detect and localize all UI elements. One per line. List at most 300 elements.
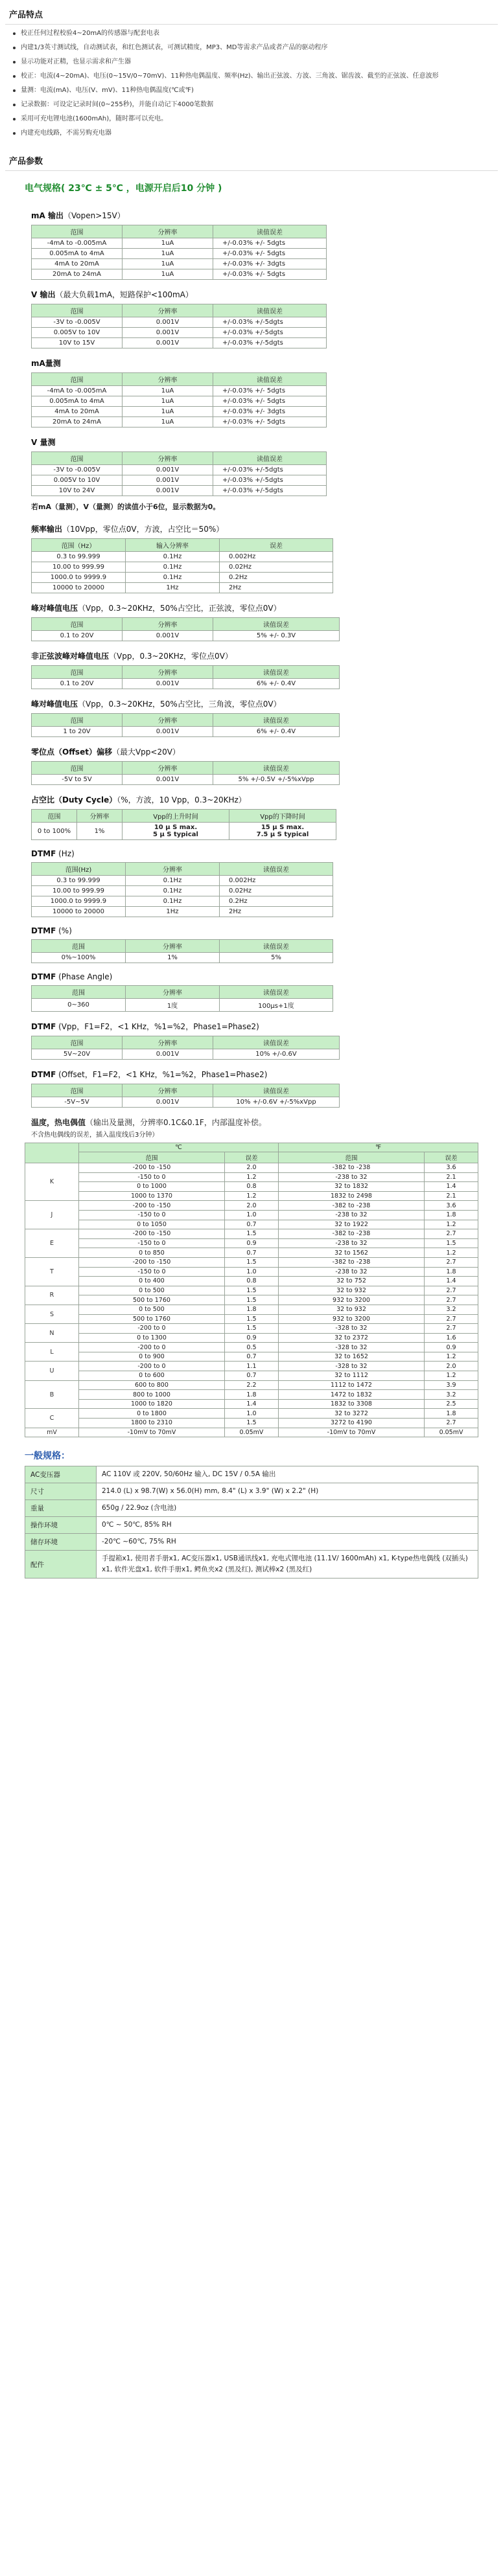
electric-spec-title: 电气规格( 23℃ ± 5℃ ，电源开启后10 分钟 ) <box>25 183 222 194</box>
cell: 0.001V <box>123 1097 213 1108</box>
dtmf-phase-table <box>31 985 333 1012</box>
cell: 0~360 <box>32 999 126 1012</box>
tc-unit-row <box>25 1143 478 1152</box>
cell: 1112 to 1472 <box>278 1380 424 1390</box>
cell: 100μs+1度 <box>220 999 333 1012</box>
tc-row <box>25 1163 478 1173</box>
cell: 0.1Hz <box>126 562 220 573</box>
table-header-row <box>32 304 327 317</box>
table-header-row <box>32 1084 340 1097</box>
column-header: 误差 <box>220 539 333 552</box>
cell: +/-0.03% +/- 5dgts <box>213 417 327 427</box>
column-header: 读值误差 <box>213 373 327 386</box>
tc-row <box>25 1286 478 1295</box>
feature-item: 记录数据：可设定记录时间(0~255秒)，并能自动记下4000笔数据 <box>13 100 498 110</box>
cell: -382 to -238 <box>278 1201 424 1211</box>
cell: 0.9 <box>425 1343 478 1352</box>
cell: 2.7 <box>425 1286 478 1295</box>
cell: 10% +/-0.6V <box>213 1049 340 1060</box>
cell: 0.7 <box>225 1248 279 1258</box>
section-title-note: (Phase Angle) <box>56 972 113 981</box>
table-row <box>32 486 327 496</box>
table-header-row <box>32 373 327 386</box>
cell: -238 to 32 <box>278 1210 424 1220</box>
features-title: 产品特点 <box>9 10 43 20</box>
column-header: 范围 <box>32 1084 123 1097</box>
cell: +/-0.03% +/- 3dgts <box>213 259 327 269</box>
tc-subheader-row <box>25 1152 478 1163</box>
offset-table <box>31 761 340 785</box>
tc-row <box>25 1267 478 1277</box>
tc-title-text: 温度，热电偶值 <box>31 1118 86 1127</box>
tc-title <box>5 1108 498 1129</box>
cell: -238 to 32 <box>278 1267 424 1277</box>
table-row <box>32 249 327 259</box>
table-row <box>32 328 327 338</box>
offset-title <box>5 737 498 761</box>
cell: 1.5 <box>425 1238 478 1248</box>
cell: 20mA to 24mA <box>32 269 123 280</box>
tc-unit-f: ℉ <box>278 1143 478 1152</box>
section-title-note: （最大Vpp<20V） <box>111 747 180 757</box>
cell: 1.8 <box>425 1409 478 1419</box>
spec-value: 650g / 22.9oz (含电池) <box>97 1500 478 1517</box>
column-header: 分辨率 <box>123 452 213 465</box>
section-title-note: (Offset，F1=F2，<1 KHz，%1=%2，Phase1=Phase2) <box>56 1070 268 1079</box>
cell: 1.5 <box>225 1314 279 1324</box>
section-title-note: (Vpp，F1=F2，<1 KHz，%1=%2，Phase1=Phase2) <box>56 1022 259 1031</box>
cell: 1.4 <box>425 1277 478 1286</box>
cell: 2.7 <box>425 1314 478 1324</box>
cell: 1% <box>77 823 123 840</box>
duty-title <box>5 785 498 809</box>
tc-type-cell: J <box>25 1201 79 1229</box>
cell: -200 to -150 <box>78 1257 224 1267</box>
feature-item: 内建充电线路，不需另购充电器 <box>13 128 498 139</box>
table-row <box>32 907 333 917</box>
column-header: 读值误差 <box>213 1036 340 1049</box>
dtmf-hz-title <box>5 840 498 862</box>
cell: 32 to 752 <box>278 1277 424 1286</box>
cell: 0.2Hz <box>220 896 333 907</box>
section-title-note: （Vpp，0.3~20KHz，零位点0V） <box>109 652 233 661</box>
cell: 5% <box>220 953 333 963</box>
feature-item: 量测：电流(mA)、电压(V、mV)、11种热电偶温度(℃或℉) <box>13 85 498 96</box>
tc-type-cell: L <box>25 1343 79 1362</box>
cell: +/-0.03% +/-5dgts <box>213 475 327 486</box>
feature-item: 校正：电流(4~20mA)、电压(0~15V/0~70mV)、11种热电偶温度、频率(Hz)、输出正弦波、方波、三角波、锯齿波、截至的正弦波、任意波形 <box>13 71 498 82</box>
table-row <box>32 465 327 475</box>
table-row <box>32 386 327 396</box>
column-header: 分辨率 <box>123 1084 213 1097</box>
features-divider <box>5 24 498 25</box>
table-row <box>32 631 340 641</box>
dtmf-phase-title <box>5 963 498 985</box>
table-header-row <box>32 1036 340 1049</box>
cell: -150 to 0 <box>78 1267 224 1277</box>
section-title-text: mA量测 <box>31 359 61 368</box>
tc-type-cell: B <box>25 1380 79 1409</box>
feature-item: 显示功能对正精，也显示需求和产生器 <box>13 57 498 67</box>
cell: 1800 to 2310 <box>78 1419 224 1428</box>
cell: 0 to 600 <box>78 1371 224 1381</box>
spec-value: AC 110V 或 220V, 50/60Hz 输入, DC 15V / 0.5A 输出 <box>97 1466 478 1483</box>
cell: 600 to 800 <box>78 1380 224 1390</box>
cell: 0.002Hz <box>220 552 333 562</box>
cell: -382 to -238 <box>278 1163 424 1173</box>
table-header-row <box>32 666 340 679</box>
tc-row <box>25 1201 478 1211</box>
column-header: 读值误差 <box>213 225 327 238</box>
cell: 6% +/- 0.4V <box>213 727 340 737</box>
tc-type-cell: T <box>25 1257 79 1286</box>
column-header: 读值误差 <box>213 452 327 465</box>
cell: 0.005V to 10V <box>32 328 123 338</box>
column-header: 误差 <box>425 1152 478 1163</box>
cell: 1.2 <box>425 1352 478 1362</box>
spec-key: 配件 <box>25 1551 97 1579</box>
cell: 32 to 932 <box>278 1286 424 1295</box>
column-header: 读值误差 <box>213 618 340 631</box>
ma-meas-table <box>31 372 327 427</box>
cell: +/-0.03% +/- 5dgts <box>213 249 327 259</box>
table-row <box>32 823 336 840</box>
table-row <box>32 727 340 737</box>
cell: 0 to 500 <box>78 1305 224 1314</box>
tc-row <box>25 1371 478 1381</box>
cell: 10000 to 20000 <box>32 907 126 917</box>
cell: 10% +/-0.6V +/-5%xVpp <box>213 1097 340 1108</box>
tc-row <box>25 1333 478 1343</box>
cell: -238 to 32 <box>278 1172 424 1182</box>
tc-row <box>25 1343 478 1352</box>
ma-out-title <box>5 201 498 225</box>
cell: 0 to 1000 <box>78 1182 224 1192</box>
column-header: 读值误差 <box>220 863 333 876</box>
cell: 0.001V <box>123 317 213 328</box>
column-header: 范围 <box>32 810 77 823</box>
cell: 0.001V <box>123 631 213 641</box>
dtmf-pct-table <box>31 939 333 963</box>
cell: 1% <box>126 953 220 963</box>
column-header: 读值误差 <box>213 1084 340 1097</box>
cell: 1.2 <box>225 1191 279 1201</box>
cell: +/-0.03% +/- 5dgts <box>213 238 327 249</box>
table-header-row <box>32 618 340 631</box>
cell: 0 to 850 <box>78 1248 224 1258</box>
cell: -150 to 0 <box>78 1172 224 1182</box>
rise-time-cell <box>123 823 229 840</box>
section-title-text: DTMF <box>31 926 56 935</box>
cell: 1000.0 to 9999.9 <box>32 896 126 907</box>
section-title-text: DTMF <box>31 972 56 981</box>
cell: -328 to 32 <box>278 1362 424 1371</box>
tc-type-cell: E <box>25 1229 79 1258</box>
cell: 2.7 <box>425 1229 478 1239</box>
cell: -382 to -238 <box>278 1229 424 1239</box>
table-row <box>32 896 333 907</box>
table-row <box>32 317 327 328</box>
table-header-row <box>32 452 327 465</box>
section-title-note: （最大负载1mA，短路保护<100mA） <box>55 290 193 299</box>
dtmf-pct-title <box>5 917 498 939</box>
cell: 1.0 <box>225 1267 279 1277</box>
table-row <box>32 562 333 573</box>
section-title-text: 占空比（Duty Cycle） <box>31 795 117 804</box>
cell: 32 to 1832 <box>278 1182 424 1192</box>
column-header: 读值误差 <box>220 986 333 999</box>
column-header: 范围 <box>32 940 126 953</box>
thermocouple-table <box>25 1143 478 1437</box>
cell: 2.0 <box>425 1362 478 1371</box>
column-header: 分辨率 <box>123 666 213 679</box>
table-row <box>32 238 327 249</box>
cell: +/-0.03% +/-5dgts <box>213 317 327 328</box>
cell: -200 to -150 <box>78 1163 224 1173</box>
column-header: 范围 <box>32 618 123 631</box>
cell: 1000 to 1820 <box>78 1399 224 1409</box>
cell: 1.6 <box>425 1333 478 1343</box>
section-title-note: （%，方波，10 Vpp，0.3~20KHz） <box>117 795 246 804</box>
cell: -10mV to 70mV <box>78 1428 224 1437</box>
table-row <box>32 876 333 886</box>
cell: 1472 to 1832 <box>278 1390 424 1400</box>
fall-time-cell <box>229 823 336 840</box>
table-header-row <box>32 539 333 552</box>
cell: 32 to 2372 <box>278 1333 424 1343</box>
section-title-text: 零位点（Offset）偏移 <box>31 747 112 757</box>
cell: 32 to 1652 <box>278 1352 424 1362</box>
cell: 20mA to 24mA <box>32 417 123 427</box>
column-header: 范围（Hz） <box>32 539 126 552</box>
cell: 0.002Hz <box>220 876 333 886</box>
cell: 10V to 15V <box>32 338 123 348</box>
table-header-row <box>32 986 333 999</box>
spec-value: 214.0 (L) x 98.7(W) x 56.0(H) mm, 8.4" (L) x 3.9" (W) x 2.2" (H) <box>97 1483 478 1500</box>
cell: -4mA to -0.005mA <box>32 238 123 249</box>
tc-row <box>25 1172 478 1182</box>
table-header-row <box>32 762 340 775</box>
column-header: 范围 <box>32 1036 123 1049</box>
cell: 0.001V <box>123 1049 213 1060</box>
cell: 0.1 to 20V <box>32 679 123 689</box>
cell: -328 to 32 <box>278 1343 424 1352</box>
tc-row <box>25 1277 478 1286</box>
cell: 5% +/-0.5V +/-5%xVpp <box>213 775 340 785</box>
table-header-row <box>32 225 327 238</box>
column-header: 读值误差 <box>213 304 327 317</box>
v-meas-table <box>31 451 327 496</box>
column-header: 分辨率 <box>126 986 220 999</box>
tc-row <box>25 1229 478 1239</box>
cell: 6% +/- 0.4V <box>213 679 340 689</box>
cell: 0.1Hz <box>126 886 220 896</box>
tc-type-cell: mV <box>25 1428 79 1437</box>
cell: 2.1 <box>425 1191 478 1201</box>
cell: 0.1Hz <box>126 876 220 886</box>
section-title-note: （Vopen>15V） <box>63 211 125 220</box>
section-title-text: DTMF <box>31 1022 56 1031</box>
cell: 32 to 932 <box>278 1305 424 1314</box>
cell: 3.6 <box>425 1163 478 1173</box>
v-out-title <box>5 280 498 304</box>
cell: 1000 to 1370 <box>78 1191 224 1201</box>
column-header: 读值误差 <box>220 940 333 953</box>
cell: 0 to 400 <box>78 1277 224 1286</box>
cell: +/-0.03% +/- 5dgts <box>213 386 327 396</box>
column-header: 范围 <box>32 452 123 465</box>
cell: 0.001V <box>123 775 213 785</box>
cell: 0.7 <box>225 1371 279 1381</box>
cell: 1.8 <box>225 1390 279 1400</box>
tc-row <box>25 1390 478 1400</box>
v-meas-title <box>5 427 498 451</box>
duty-table <box>31 809 336 840</box>
column-header: 分辨率 <box>77 810 123 823</box>
cell: 0.05mV <box>225 1428 279 1437</box>
cell: 1 to 20V <box>32 727 123 737</box>
cell: 0.9 <box>225 1333 279 1343</box>
cell: 3.2 <box>425 1305 478 1314</box>
tc-row <box>25 1305 478 1314</box>
general-spec-row <box>25 1500 478 1517</box>
rise-typ: 5 μ S typical <box>153 831 198 838</box>
spec-key: 尺寸 <box>25 1483 97 1500</box>
cell: 1.1 <box>225 1362 279 1371</box>
section-title-text: 峰对峰值电压 <box>31 604 78 613</box>
table-row <box>32 886 333 896</box>
cell: 3.6 <box>425 1201 478 1211</box>
cell: 1uA <box>123 386 213 396</box>
params-title: 产品参数 <box>9 157 43 166</box>
cell: 0.001V <box>123 328 213 338</box>
column-header: Vpp的下降时间 <box>229 810 336 823</box>
cell: 0.005V to 10V <box>32 475 123 486</box>
tc-type-cell: U <box>25 1362 79 1380</box>
cell: 1.8 <box>425 1267 478 1277</box>
cell: 1.0 <box>225 1409 279 1419</box>
cell: -150 to 0 <box>78 1210 224 1220</box>
cell: +/-0.03% +/-5dgts <box>213 328 327 338</box>
spec-value: 0℃ ~ 50℃, 85% RH <box>97 1517 478 1534</box>
cell: 32 to 1112 <box>278 1371 424 1381</box>
cell: 0 to 1800 <box>78 1409 224 1419</box>
cell: 4mA to 20mA <box>32 259 123 269</box>
cell: 0.02Hz <box>220 886 333 896</box>
cell: +/-0.03% +/- 5dgts <box>213 269 327 280</box>
cell: +/-0.03% +/-5dgts <box>213 465 327 475</box>
column-header: 范围(Hz) <box>32 863 126 876</box>
tc-row <box>25 1257 478 1267</box>
cell: 2.7 <box>425 1419 478 1428</box>
tc-row <box>25 1428 478 1437</box>
cell: 0.7 <box>225 1220 279 1229</box>
cell: 1832 to 3308 <box>278 1399 424 1409</box>
cell: -200 to -150 <box>78 1229 224 1239</box>
section-title-text: mA 输出 <box>31 211 64 220</box>
cell: 10000 to 20000 <box>32 583 126 593</box>
cell: 0.7 <box>225 1352 279 1362</box>
cell: 3.9 <box>425 1380 478 1390</box>
spec-key: 重量 <box>25 1500 97 1517</box>
cell: 800 to 1000 <box>78 1390 224 1400</box>
table-row <box>32 573 333 583</box>
cell: -5V~5V <box>32 1097 123 1108</box>
column-header: 范围 <box>32 373 123 386</box>
cell: +/-0.03% +/- 5dgts <box>213 396 327 407</box>
cell: 32 to 1922 <box>278 1220 424 1229</box>
cell: 0.05mV <box>425 1428 478 1437</box>
section-title-note: (%) <box>56 926 72 935</box>
table-header-row <box>32 940 333 953</box>
section-title-text: 频率输出 <box>31 525 63 534</box>
fall-max: 15 μ S max. <box>261 824 305 831</box>
cell: 2.5 <box>425 1399 478 1409</box>
cell: -3V to -0.005V <box>32 465 123 475</box>
cell: -200 to 0 <box>78 1362 224 1371</box>
cell: -10mV to 70mV <box>278 1428 424 1437</box>
table-row <box>32 953 333 963</box>
cell: 1.5 <box>225 1419 279 1428</box>
cell: 0.001V <box>123 465 213 475</box>
cell: 0.1Hz <box>126 896 220 907</box>
general-spec-row <box>25 1534 478 1551</box>
cell: 0.001V <box>123 679 213 689</box>
table-row <box>32 396 327 407</box>
table-row <box>32 775 340 785</box>
feature-item: 校正任何过程校验4~20mA的传感器与配套电表 <box>13 28 498 39</box>
section-title-note: (Hz) <box>56 849 75 858</box>
general-spec-title: 一般规格： <box>25 1451 70 1462</box>
dtmf-hz-table <box>31 862 333 917</box>
column-header: 误差 <box>225 1152 279 1163</box>
table-row <box>32 679 340 689</box>
section-title-text: V 量测 <box>31 438 56 447</box>
table-row <box>32 407 327 417</box>
cell: 5% +/- 0.3V <box>213 631 340 641</box>
cell: 0.005mA to 4mA <box>32 396 123 407</box>
tc-note: 不含热电偶线的误差，插入温度线后3分钟） <box>31 1132 159 1139</box>
general-spec-row <box>25 1466 478 1483</box>
params-divider <box>5 170 498 171</box>
spec-key: 操作环境 <box>25 1517 97 1534</box>
cell: -5V to 5V <box>32 775 123 785</box>
cell: 1.2 <box>225 1172 279 1182</box>
cell: 1000.0 to 9999.9 <box>32 573 126 583</box>
general-spec-row <box>25 1517 478 1534</box>
section-title-note: （Vpp，0.3~20KHz，50%占空比，三角波，零位点0V） <box>78 700 281 709</box>
table-row <box>32 1049 340 1060</box>
cell: 10V to 24V <box>32 486 123 496</box>
features-list <box>5 28 498 139</box>
tc-row <box>25 1295 478 1305</box>
tc-row <box>25 1238 478 1248</box>
column-header: 分辨率 <box>123 618 213 631</box>
cell: 1uA <box>123 396 213 407</box>
column-header: 范围 <box>32 304 123 317</box>
column-header: 范围 <box>278 1152 424 1163</box>
tc-type-cell: K <box>25 1163 79 1201</box>
cell: 0.8 <box>225 1182 279 1192</box>
cell: 0.005mA to 4mA <box>32 249 123 259</box>
cell: 1uA <box>123 259 213 269</box>
column-header: 分辨率 <box>123 304 213 317</box>
column-header: 输入分辨率 <box>126 539 220 552</box>
cell: 1度 <box>126 999 220 1012</box>
cell: 0.3 to 99.999 <box>32 876 126 886</box>
table-row <box>32 269 327 280</box>
cell: 0.3 to 99.999 <box>32 552 126 562</box>
